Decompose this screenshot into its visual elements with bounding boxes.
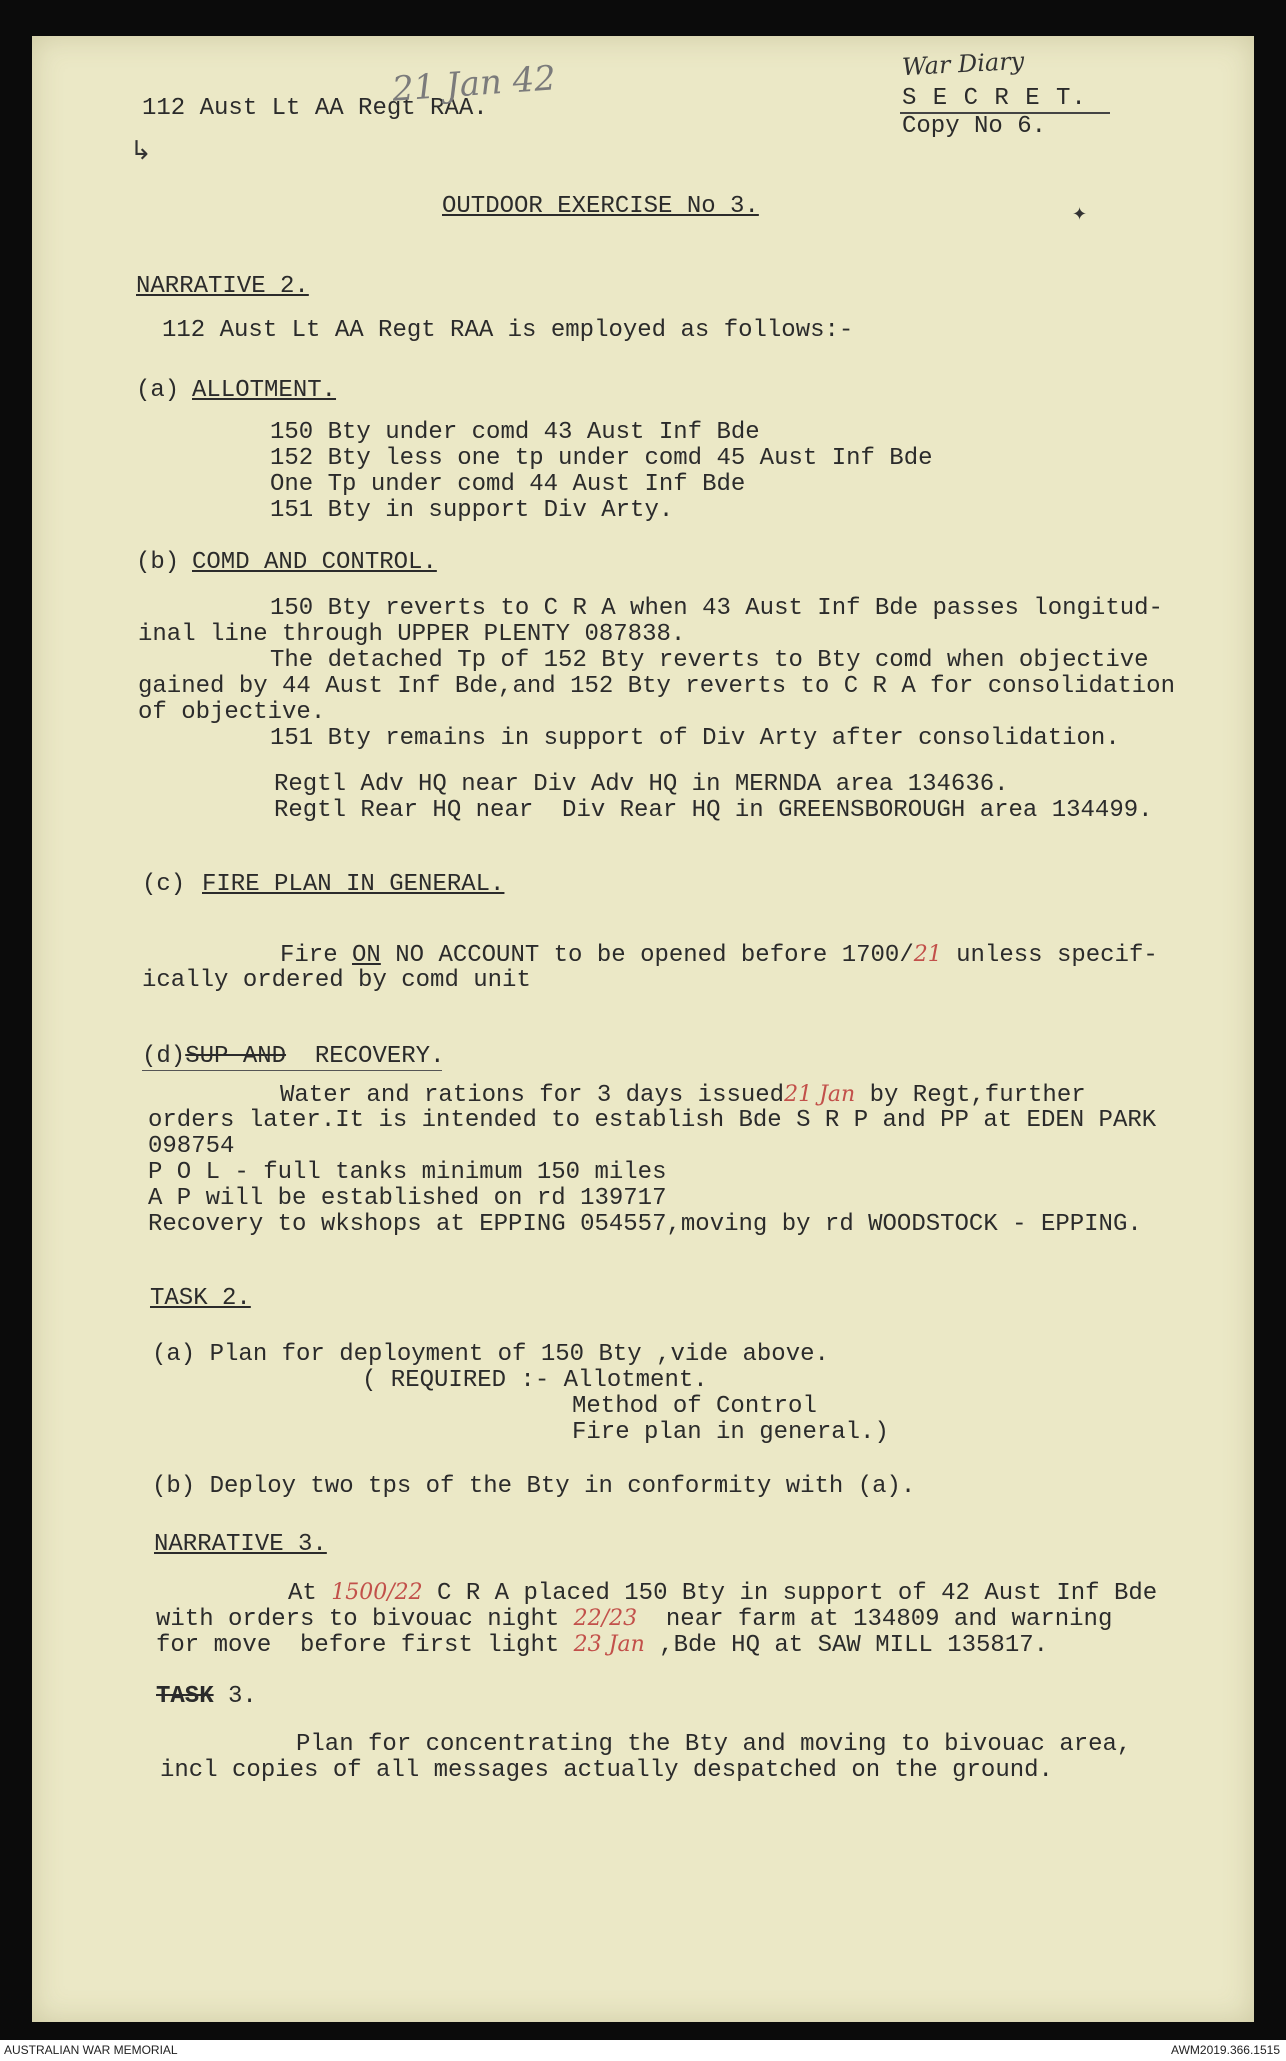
footer-institution: AUSTRALIAN WAR MEMORIAL (4, 2043, 178, 2057)
supply-heading-underline (142, 1070, 442, 1071)
fire-plan-line: ically ordered by comd unit (142, 967, 531, 994)
control-line: The detached Tp of 152 Bty reverts to Bty comd when objective (270, 647, 1149, 674)
task-2-line: ( REQUIRED :- Allotment. (362, 1367, 708, 1394)
classification-secret: S E C R E T. (902, 85, 1087, 112)
control-line: of objective. (138, 699, 326, 726)
document-page (32, 36, 1254, 2022)
narrative-3-heading: NARRATIVE 3. (154, 1531, 327, 1558)
control-line: 151 Bty remains in support of Div Arty after consolidation. (270, 725, 1120, 752)
control-line: inal line through UPPER PLENTY 087838. (138, 621, 686, 648)
control-line: gained by 44 Aust Inf Bde,and 152 Bty reverts to C R A for consolidation (138, 673, 1175, 700)
task-3-line: Plan for concentrating the Bty and moving to bivouac area, (296, 1731, 1132, 1758)
task-2-line: Method of Control (572, 1393, 817, 1420)
narrative-2-intro: 112 Aust Lt AA Regt RAA is employed as follows:- (162, 317, 854, 344)
task-2-line: (b) Deploy two tps of the Bty in conformity with (a). (152, 1473, 916, 1500)
fire-plan-line: Fire ON NO ACCOUNT to be opened before 1700/21 unless specif- (280, 942, 1158, 969)
handwritten-war-diary-note: War Diary (901, 46, 1025, 82)
copy-number: Copy No 6. (902, 113, 1047, 140)
supply-line: Recovery to wkshops at EPPING 054557,moving by rd WOODSTOCK - EPPING. (148, 1211, 1142, 1238)
allotment-line: 152 Bty less one tp under comd 45 Aust Inf Bde (270, 445, 933, 472)
narrative-3-line: At 1500/22 C R A placed 150 Bty in support of 42 Aust Inf Bde (288, 1580, 1158, 1607)
task-2-line: Fire plan in general.) (572, 1419, 889, 1446)
narrative-2-heading: NARRATIVE 2. (136, 273, 309, 300)
supply-line: Water and rations for 3 days issued21 Jan by Regt,further (280, 1082, 1086, 1109)
arrow-mark-icon: ↳ (130, 136, 152, 166)
handwritten-date: 21 Jan 42 (390, 58, 558, 110)
allotment-line: 150 Bty under comd 43 Aust Inf Bde (270, 419, 760, 446)
section-d-heading: (d)SUP AND RECOVERY. (142, 1043, 445, 1070)
allotment-line: One Tp under comd 44 Aust Inf Bde (270, 471, 746, 498)
task-2-line: (a) Plan for deployment of 150 Bty ,vide above. (152, 1341, 829, 1368)
section-a-label: (a) (136, 377, 180, 404)
section-b-label: (b) (136, 549, 180, 576)
fire-plan-heading: FIRE PLAN IN GENERAL. (202, 871, 505, 898)
hq-line: Regtl Rear HQ near Div Rear HQ in GREENSBOROUGH area 134499. (274, 797, 1153, 824)
unit-designation: 112 Aust Lt AA Regt RAA. (142, 95, 488, 122)
supply-line: A P will be established on rd 139717 (148, 1185, 667, 1212)
document-title: OUTDOOR EXERCISE No 3. (442, 193, 759, 220)
narrative-3-line: with orders to bivouac night 22/23 near farm at 134809 and warning (156, 1606, 1113, 1633)
task-2-heading: TASK 2. (150, 1285, 251, 1312)
allotment-heading: ALLOTMENT. (192, 377, 337, 404)
task-3-line: incl copies of all messages actually despatched on the ground. (160, 1757, 1053, 1784)
section-c-label: (c) (142, 871, 186, 898)
footer-reference: AWM2019.366.1515 (1171, 2043, 1280, 2057)
pencil-tick-mark: ✦ (1072, 204, 1088, 225)
narrative-3-line: for move before first light 23 Jan ,Bde HQ at SAW MILL 135817. (156, 1632, 1049, 1659)
allotment-line: 151 Bty in support Div Arty. (270, 497, 674, 524)
supply-line: P O L - full tanks minimum 150 miles (148, 1159, 667, 1186)
supply-line: 098754 (148, 1133, 235, 1160)
control-heading: COMD AND CONTROL. (192, 549, 437, 576)
task-3-heading: TASK 3. (156, 1683, 257, 1710)
supply-line: orders later.It is intended to establish Bde S R P and PP at EDEN PARK (148, 1107, 1157, 1134)
hq-line: Regtl Adv HQ near Div Adv HQ in MERNDA area 134636. (274, 771, 1009, 798)
control-line: 150 Bty reverts to C R A when 43 Aust Inf Bde passes longitud- (270, 595, 1163, 622)
